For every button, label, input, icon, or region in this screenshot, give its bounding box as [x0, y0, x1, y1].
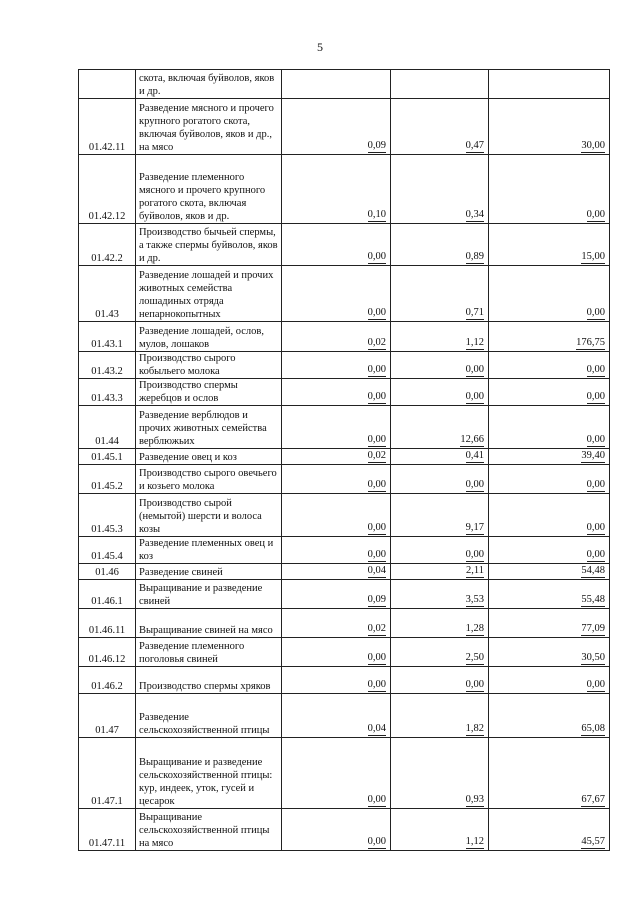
value-text: 0,00	[586, 391, 605, 402]
value-cell-3	[489, 738, 610, 809]
value-cell-2	[391, 99, 489, 155]
value-text: 45,57	[581, 836, 605, 847]
value-cell-2	[391, 580, 489, 609]
value-text: 0,00	[367, 479, 386, 490]
activity-name: Производство бычьей спермы, а также спермы буйволов, яков и др.	[136, 224, 282, 266]
value-text: 0,00	[586, 209, 605, 220]
value-cell-2	[391, 224, 489, 266]
activity-name: Выращивание и разведение сельскохозяйственной птицы: кур, индеек, уток, гусей и цесарок	[136, 738, 282, 809]
activity-code: 01.45.2	[79, 465, 136, 494]
value-text: 0,41	[465, 450, 484, 461]
value-cell-2	[391, 406, 489, 449]
activity-name: Разведение сельскохозяйственной птицы	[136, 694, 282, 738]
value-text: 9,17	[465, 522, 484, 533]
activity-code: 01.43	[79, 266, 136, 322]
value-cell-1	[282, 266, 391, 322]
value-text: 0,09	[367, 594, 386, 605]
value-cell-1	[282, 224, 391, 266]
activity-table	[78, 69, 610, 851]
value-cell-1	[282, 322, 391, 352]
activity-code: 01.46.1	[79, 580, 136, 609]
activity-name: Выращивание и разведение свиней	[136, 580, 282, 609]
table-row	[79, 638, 610, 667]
value-cell-3	[489, 155, 610, 224]
value-text: 0,00	[367, 652, 386, 663]
value-text: 0,00	[367, 364, 386, 375]
value-text: 2,50	[465, 652, 484, 663]
value-text: 30,50	[581, 652, 605, 663]
value-cell-2	[391, 465, 489, 494]
value-cell-3	[489, 379, 610, 406]
value-text: 0,00	[367, 679, 386, 690]
activity-name: Производство сырого овечьего и козьего молока	[136, 465, 282, 494]
activity-code: 01.43.1	[79, 322, 136, 352]
value-cell-2	[391, 564, 489, 580]
activity-code: 01.47.11	[79, 809, 136, 851]
value-text: 0,00	[465, 479, 484, 490]
activity-name: Разведение мясного и прочего крупного рогатого скота, включая буйволов, яков и др., на мясо	[136, 99, 282, 155]
value-text: 1,12	[465, 337, 484, 348]
value-text: 0,09	[367, 140, 386, 151]
value-cell-1	[282, 155, 391, 224]
value-text: 2,11	[466, 565, 484, 576]
value-text: 0,00	[367, 549, 386, 560]
activity-name: Разведение верблюдов и прочих животных семейства верблюжьих	[136, 406, 282, 449]
value-cell-3	[489, 564, 610, 580]
value-text: 0,00	[367, 434, 386, 445]
activity-name: Разведение овец и коз	[136, 449, 282, 465]
value-cell-2	[391, 809, 489, 851]
value-cell-1	[282, 638, 391, 667]
table-row	[79, 738, 610, 809]
table-row	[79, 406, 610, 449]
activity-code: 01.45.3	[79, 494, 136, 537]
activity-code: 01.46.2	[79, 667, 136, 694]
value-text: 0,00	[586, 522, 605, 533]
table-row	[79, 609, 610, 638]
value-text: 1,12	[465, 836, 484, 847]
value-cell-2	[391, 266, 489, 322]
value-text: 0,10	[367, 209, 386, 220]
activity-code: 01.46.11	[79, 609, 136, 638]
value-cell-3	[489, 70, 610, 99]
value-text: 0,00	[586, 679, 605, 690]
value-cell-1	[282, 694, 391, 738]
activity-name: Разведение племенного поголовья свиней	[136, 638, 282, 667]
value-cell-1	[282, 564, 391, 580]
table-row	[79, 379, 610, 406]
value-cell-3	[489, 609, 610, 638]
activity-name: Разведение племенных овец и коз	[136, 537, 282, 564]
table-row	[79, 564, 610, 580]
activity-name: Разведение лошадей и прочих животных семейства лошадиных отряда непарнокопытных	[136, 266, 282, 322]
value-text: 0,00	[367, 794, 386, 805]
value-cell-2	[391, 155, 489, 224]
value-text: 0,02	[367, 337, 386, 348]
table-row	[79, 809, 610, 851]
value-cell-2	[391, 379, 489, 406]
table-row	[79, 266, 610, 322]
value-text: 0,00	[586, 364, 605, 375]
value-cell-3	[489, 809, 610, 851]
activity-code: 01.42.12	[79, 155, 136, 224]
value-text: 67,67	[581, 794, 605, 805]
value-cell-1	[282, 537, 391, 564]
activity-code: 01.43.3	[79, 379, 136, 406]
value-cell-3	[489, 494, 610, 537]
value-text: 0,00	[367, 522, 386, 533]
activity-code: 01.46	[79, 564, 136, 580]
table-row	[79, 694, 610, 738]
table-row	[79, 224, 610, 266]
activity-name: Разведение племенного мясного и прочего крупного рогатого скота, включая буйволов, яков и др.	[136, 155, 282, 224]
value-text: 0,71	[465, 307, 484, 318]
value-cell-1	[282, 667, 391, 694]
value-cell-1	[282, 609, 391, 638]
value-text: 0,47	[465, 140, 484, 151]
value-text: 0,04	[367, 723, 386, 734]
activity-code: 01.47	[79, 694, 136, 738]
table-row	[79, 155, 610, 224]
value-text: 3,53	[465, 594, 484, 605]
value-text: 0,89	[465, 251, 484, 262]
value-text: 0,04	[367, 565, 386, 576]
activity-code: 01.43.2	[79, 352, 136, 379]
table-row	[79, 449, 610, 465]
value-cell-3	[489, 266, 610, 322]
table-row	[79, 322, 610, 352]
value-cell-2	[391, 638, 489, 667]
table-row	[79, 70, 610, 99]
value-cell-2	[391, 449, 489, 465]
value-text: 0,00	[465, 391, 484, 402]
activity-name: Разведение лошадей, ослов, мулов, лошаков	[136, 322, 282, 352]
table-row	[79, 494, 610, 537]
table-row	[79, 537, 610, 564]
value-cell-3	[489, 694, 610, 738]
value-cell-3	[489, 224, 610, 266]
activity-code	[79, 70, 136, 99]
value-text: 0,00	[465, 549, 484, 560]
value-text: 0,00	[586, 549, 605, 560]
activity-name: Выращивание свиней на мясо	[136, 609, 282, 638]
value-text: 65,08	[581, 723, 605, 734]
table-row	[79, 352, 610, 379]
value-text: 1,82	[465, 723, 484, 734]
value-text: 0,02	[367, 450, 386, 461]
value-cell-1	[282, 738, 391, 809]
value-cell-2	[391, 738, 489, 809]
value-cell-2	[391, 667, 489, 694]
activity-code: 01.42.11	[79, 99, 136, 155]
value-cell-1	[282, 406, 391, 449]
value-cell-2	[391, 537, 489, 564]
activity-name: скота, включая буйволов, яков и др.	[136, 70, 282, 99]
value-cell-2	[391, 352, 489, 379]
activity-name: Производство спермы хряков	[136, 667, 282, 694]
value-text: 12,66	[460, 434, 484, 445]
value-cell-1	[282, 465, 391, 494]
value-cell-3	[489, 465, 610, 494]
value-cell-3	[489, 580, 610, 609]
value-text: 1,28	[465, 623, 484, 634]
table-body	[79, 70, 610, 851]
value-text: 15,00	[581, 251, 605, 262]
activity-name: Разведение свиней	[136, 564, 282, 580]
value-cell-1	[282, 580, 391, 609]
value-text: 77,09	[581, 623, 605, 634]
activity-name: Производство сырой (немытой) шерсти и волоса козы	[136, 494, 282, 537]
value-text: 0,00	[586, 434, 605, 445]
activity-code: 01.47.1	[79, 738, 136, 809]
value-cell-3	[489, 99, 610, 155]
value-text: 39,40	[581, 450, 605, 461]
value-cell-1	[282, 379, 391, 406]
value-cell-3	[489, 638, 610, 667]
value-text: 0,93	[465, 794, 484, 805]
activity-code: 01.46.12	[79, 638, 136, 667]
value-cell-3	[489, 449, 610, 465]
value-text: 176,75	[576, 337, 605, 348]
activity-name: Производство сырого кобыльего молока	[136, 352, 282, 379]
value-cell-1	[282, 809, 391, 851]
value-text: 0,00	[367, 307, 386, 318]
value-text: 0,00	[367, 391, 386, 402]
value-cell-3	[489, 352, 610, 379]
activity-code: 01.44	[79, 406, 136, 449]
value-cell-3	[489, 322, 610, 352]
table-row	[79, 99, 610, 155]
activity-name: Выращивание сельскохозяйственной птицы на мясо	[136, 809, 282, 851]
value-cell-2	[391, 694, 489, 738]
value-text: 0,00	[367, 251, 386, 262]
activity-name: Производство спермы жеребцов и ослов	[136, 379, 282, 406]
activity-code: 01.42.2	[79, 224, 136, 266]
table-row	[79, 465, 610, 494]
value-cell-1	[282, 70, 391, 99]
value-cell-1	[282, 99, 391, 155]
value-cell-3	[489, 667, 610, 694]
value-text: 0,00	[465, 364, 484, 375]
value-cell-3	[489, 537, 610, 564]
value-text: 0,00	[586, 307, 605, 318]
page-number: 5	[317, 40, 323, 54]
table-row	[79, 667, 610, 694]
value-cell-1	[282, 494, 391, 537]
value-cell-1	[282, 352, 391, 379]
table-row	[79, 580, 610, 609]
activity-code: 01.45.4	[79, 537, 136, 564]
value-cell-2	[391, 70, 489, 99]
value-cell-2	[391, 609, 489, 638]
value-text: 0,02	[367, 623, 386, 634]
value-text: 0,00	[465, 679, 484, 690]
value-text: 54,48	[581, 565, 605, 576]
value-text: 55,48	[581, 594, 605, 605]
value-text: 0,34	[465, 209, 484, 220]
value-cell-2	[391, 322, 489, 352]
value-text: 0,00	[367, 836, 386, 847]
value-cell-1	[282, 449, 391, 465]
value-text: 0,00	[586, 479, 605, 490]
value-cell-2	[391, 494, 489, 537]
activity-code: 01.45.1	[79, 449, 136, 465]
value-cell-3	[489, 406, 610, 449]
value-text: 30,00	[581, 140, 605, 151]
